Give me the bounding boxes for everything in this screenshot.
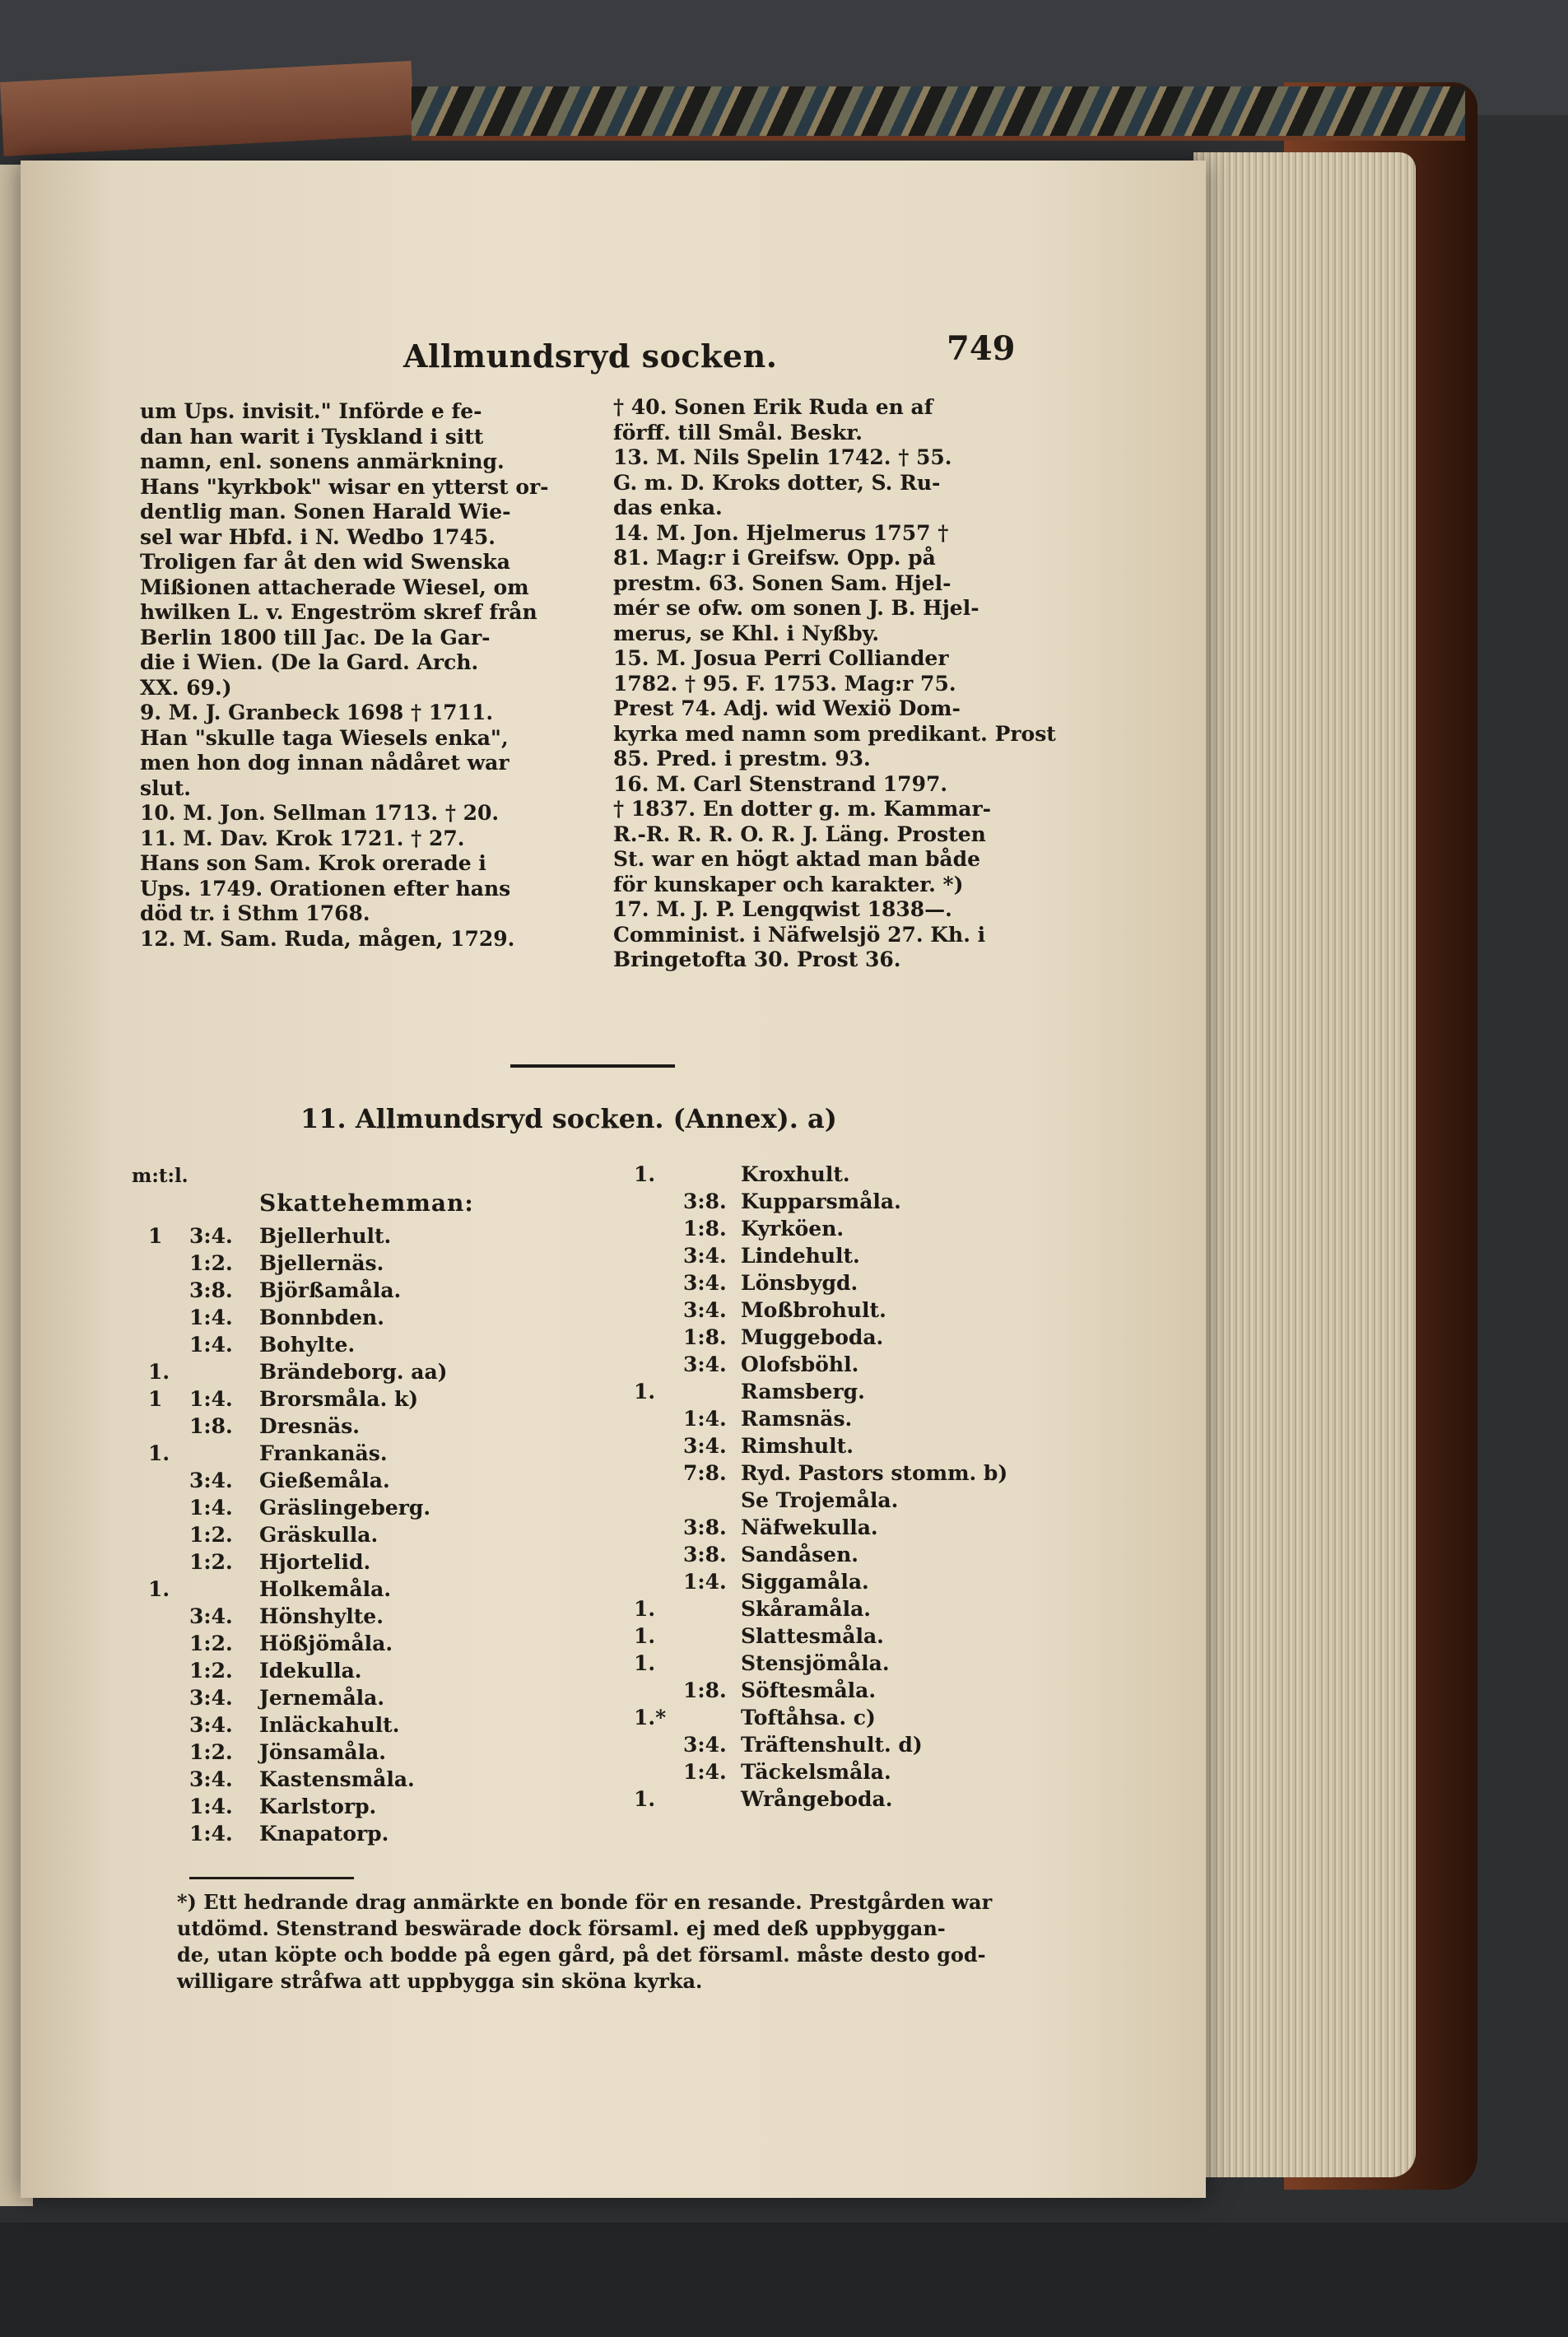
text-line: 1782. † 95. F. 1753. Mag:r 75. <box>613 671 956 696</box>
place-name: Knapatorp. <box>259 1822 389 1846</box>
place-row <box>626 1785 1152 1813</box>
place-row <box>626 1161 1152 1188</box>
place-mantal: 3:4. <box>683 1244 727 1268</box>
place-mantal: 1:4. <box>189 1795 233 1818</box>
marbled-edge <box>412 86 1465 141</box>
place-mantal: 3:8. <box>189 1278 233 1302</box>
place-mantal: 1:8. <box>683 1325 727 1349</box>
text-line: Prest 74. Adj. wid Wexiö Dom- <box>613 696 961 720</box>
text-line: Comminist. i Näfwelsjö 27. Kh. i <box>613 922 986 947</box>
place-row <box>148 1630 609 1657</box>
place-mantal: 1:2. <box>189 1251 233 1275</box>
place-name: Muggeboda. <box>741 1325 884 1349</box>
place-number: 1. <box>148 1441 170 1465</box>
place-mantal: 3:4. <box>683 1298 727 1322</box>
place-name: Holkemåla. <box>259 1577 392 1601</box>
place-name: Bjellernäs. <box>259 1251 384 1275</box>
place-number: 1. <box>634 1597 656 1621</box>
text-line: sel war Hbfd. i N. Wedbo 1745. <box>140 524 496 549</box>
place-number: 1. <box>634 1380 656 1404</box>
place-row <box>626 1622 1152 1650</box>
place-name: Idekulla. <box>259 1659 362 1683</box>
place-number: 1. <box>634 1624 656 1648</box>
place-row <box>148 1331 609 1358</box>
place-mantal: 1:4. <box>189 1306 233 1329</box>
place-row <box>626 1595 1152 1622</box>
text-line: merus, se Khl. i Nyßby. <box>613 621 880 645</box>
place-mantal: 1:2. <box>189 1659 233 1683</box>
place-name: Hößjömåla. <box>259 1632 393 1655</box>
place-row <box>626 1704 1152 1731</box>
place-row <box>148 1793 609 1820</box>
text-line: kyrka med namn som predikant. Prost <box>613 721 1056 746</box>
place-row <box>148 1657 609 1684</box>
page-header <box>132 325 1119 375</box>
place-row <box>148 1250 609 1277</box>
footnote-line: *) Ett hedrande drag anmärkte en bonde för en resande. Prestgården war <box>177 1890 993 1914</box>
place-name: Bohylte. <box>259 1333 356 1357</box>
place-row <box>148 1467 609 1494</box>
text-line: namn, enl. sonens anmärkning. <box>140 449 505 473</box>
place-mantal: 1:2. <box>189 1632 233 1655</box>
text-line: prestm. 63. Sonen Sam. Hjel- <box>613 570 952 595</box>
place-row <box>626 1487 1152 1514</box>
place-mantal: 3:4. <box>683 1733 727 1757</box>
footnote-line: de, utan köpte och bodde på egen gård, på det församl. måste desto god- <box>177 1943 986 1967</box>
place-number: 1 <box>148 1387 163 1411</box>
text-line: St. war en högt aktad man både <box>613 847 981 871</box>
place-name: Dresnäs. <box>259 1414 360 1438</box>
place-mantal: 3:4. <box>189 1469 233 1492</box>
text-line: 10. M. Jon. Sellman 1713. † 20. <box>140 801 500 825</box>
text-line: Ups. 1749. Orationen efter hans <box>140 876 511 901</box>
place-name: Jernemåla. <box>259 1686 385 1710</box>
place-row <box>626 1541 1152 1568</box>
place-row <box>148 1603 609 1630</box>
place-mantal: 3:8. <box>683 1543 727 1567</box>
place-name: Brorsmåla. k) <box>259 1387 419 1411</box>
place-row <box>148 1521 609 1548</box>
place-mantal: 1:4. <box>683 1407 727 1431</box>
place-mantal: 1:4. <box>683 1760 727 1784</box>
text-line: förff. till Smål. Beskr. <box>613 420 863 445</box>
text-line: 9. M. J. Granbeck 1698 † 1711. <box>140 701 494 724</box>
place-name: Gießemåla. <box>259 1469 390 1492</box>
text-line: för kunskaper och karakter. *) <box>613 872 964 896</box>
place-mantal: 3:4. <box>189 1224 233 1248</box>
text-line: G. m. D. Kroks dotter, S. Ru- <box>613 470 941 495</box>
text-line: slut. <box>140 775 191 800</box>
place-row <box>148 1576 609 1603</box>
text-line: hwilken L. v. Engeström skref från <box>140 600 537 624</box>
place-list-right <box>626 1161 1152 1813</box>
place-row <box>626 1215 1152 1242</box>
place-row <box>626 1731 1152 1758</box>
place-name: Bonnbden. <box>259 1306 384 1329</box>
text-line: 12. M. Sam. Ruda, mågen, 1729. <box>140 926 515 951</box>
place-mantal: 1:4. <box>189 1822 233 1846</box>
text-line: 16. M. Carl Stenstrand 1797. <box>613 771 948 796</box>
text-line: 11. M. Dav. Krok 1721. † 27. <box>140 826 465 850</box>
place-row <box>148 1739 609 1766</box>
place-name: Ramsberg. <box>741 1380 865 1404</box>
place-name: Karlstorp. <box>259 1795 377 1818</box>
place-name: Hjortelid. <box>259 1550 371 1574</box>
place-row <box>148 1222 609 1250</box>
left-text-column <box>140 399 568 952</box>
place-row <box>626 1405 1152 1432</box>
place-name: Bjellerhult. <box>259 1224 392 1248</box>
footnote-line: willigare stråfwa att uppbygga sin sköna kyrka. <box>177 1969 703 1993</box>
place-row <box>148 1304 609 1331</box>
text-line: † 1837. En dotter g. m. Kammar- <box>613 797 992 821</box>
place-row <box>626 1568 1152 1595</box>
place-name: Söftesmåla. <box>741 1678 877 1702</box>
text-line: † 40. Sonen Erik Ruda en af <box>613 395 933 419</box>
text-line: Troligen far åt den wid Swenska <box>140 550 510 574</box>
place-name: Se Trojemåla. <box>741 1488 899 1512</box>
place-name: Rimshult. <box>741 1434 854 1458</box>
text-line: um Ups. invisit." Införde e fe- <box>140 399 482 423</box>
place-row <box>626 1378 1152 1405</box>
place-name: Siggamåla. <box>741 1570 869 1594</box>
place-mantal: 3:8. <box>683 1515 727 1539</box>
place-name: Ryd. Pastors stomm. b) <box>741 1461 1008 1485</box>
subheading: Skattehemman: <box>259 1189 474 1217</box>
section-divider <box>510 1064 675 1068</box>
place-mantal: 1:4. <box>189 1496 233 1520</box>
place-name: Stensjömåla. <box>741 1651 890 1675</box>
place-name: Slattesmåla. <box>741 1624 884 1648</box>
place-row <box>148 1711 609 1739</box>
place-name: Näfwekulla. <box>741 1515 878 1539</box>
place-name: Björßamåla. <box>259 1278 402 1302</box>
text-line: mér se ofw. om sonen J. B. Hjel- <box>613 596 979 620</box>
place-number: 1. <box>634 1651 656 1675</box>
text-line: men hon dog innan nådåret war <box>140 751 509 775</box>
text-line: dan han warit i Tyskland i sitt <box>140 424 484 449</box>
place-name: Toftåhsa. c) <box>741 1706 876 1729</box>
place-row <box>148 1684 609 1711</box>
footnote-line: utdömd. Stenstrand beswärade dock församl. ej med deß uppbyggan- <box>177 1916 946 1940</box>
place-name: Gräskulla. <box>259 1523 379 1547</box>
place-row <box>626 1324 1152 1351</box>
place-mantal: 1:2. <box>189 1740 233 1764</box>
place-name: Sandåsen. <box>741 1543 858 1567</box>
place-name: Kroxhult. <box>741 1162 850 1186</box>
place-row <box>626 1459 1152 1487</box>
place-name: Kyrköen. <box>741 1217 844 1241</box>
text-line: Bringetofta 30. Prost 36. <box>613 947 901 971</box>
page-edges <box>1193 152 1416 2177</box>
right-text-column <box>613 395 1058 973</box>
place-number: 1 <box>148 1224 163 1248</box>
place-row <box>626 1242 1152 1269</box>
text-line: Berlin 1800 till Jac. De la Gar- <box>140 625 491 649</box>
footnote-divider <box>189 1877 354 1879</box>
text-line: R.-R. R. R. O. R. J. Läng. Prosten <box>613 822 986 846</box>
text-line: das enka. <box>613 496 723 519</box>
place-number: 1.* <box>634 1706 667 1729</box>
text-line: dentlig man. Sonen Harald Wie- <box>140 500 511 524</box>
place-name: Jönsamåla. <box>259 1740 387 1764</box>
place-number: 1. <box>148 1577 170 1601</box>
place-row <box>626 1432 1152 1459</box>
place-row <box>148 1358 609 1385</box>
place-mantal: 1:8. <box>683 1217 727 1241</box>
place-name: Skåramåla. <box>741 1597 871 1621</box>
place-name: Frankanäs. <box>259 1441 388 1465</box>
place-mantal: 1:2. <box>189 1550 233 1574</box>
place-mantal: 1:8. <box>683 1678 727 1702</box>
text-line: 17. M. J. P. Lengqwist 1838—. <box>613 897 952 921</box>
place-name: Inläckahult. <box>259 1713 400 1737</box>
place-row <box>148 1494 609 1521</box>
place-row <box>148 1277 609 1304</box>
text-line: 14. M. Jon. Hjelmerus 1757 † <box>613 520 949 545</box>
place-mantal: 3:4. <box>189 1604 233 1628</box>
text-line: Hans "kyrkbok" wisar en ytterst or- <box>140 474 549 499</box>
footnote <box>177 1889 1107 1995</box>
place-mantal: 3:4. <box>189 1686 233 1710</box>
place-name: Moßbrohult. <box>741 1298 886 1322</box>
page-number: 749 <box>947 329 1016 368</box>
place-row <box>148 1820 609 1847</box>
place-row <box>626 1650 1152 1677</box>
place-row <box>148 1766 609 1793</box>
mtl-label: m:t:l. <box>132 1165 188 1187</box>
place-row <box>626 1514 1152 1541</box>
place-number: 1. <box>634 1787 656 1811</box>
place-mantal: 3:4. <box>189 1713 233 1737</box>
place-row <box>626 1297 1152 1324</box>
text-line: Hans son Sam. Krok orerade i <box>140 851 486 875</box>
text-line: Mißionen attacherade Wiesel, om <box>140 575 529 599</box>
section-title: 11. Allmundsryd socken. (Annex). a) <box>300 1103 837 1134</box>
place-row <box>626 1758 1152 1785</box>
place-mantal: 1:2. <box>189 1523 233 1547</box>
place-mantal: 1:4. <box>683 1570 727 1594</box>
place-row <box>148 1413 609 1440</box>
place-mantal: 3:4. <box>683 1271 727 1295</box>
place-name: Kupparsmåla. <box>741 1189 901 1213</box>
place-mantal: 3:8. <box>683 1189 727 1213</box>
place-row <box>148 1548 609 1576</box>
place-row <box>626 1677 1152 1704</box>
place-name: Wrångeboda. <box>741 1787 893 1811</box>
place-name: Olofsböhl. <box>741 1352 859 1376</box>
text-line: Han "skulle taga Wiesels enka", <box>140 725 509 750</box>
place-number: 1. <box>634 1162 656 1186</box>
place-name: Gräslingeberg. <box>259 1496 431 1520</box>
place-name: Hönshylte. <box>259 1604 384 1628</box>
place-row <box>626 1351 1152 1378</box>
text-line: 85. Pred. i prestm. 93. <box>613 747 871 770</box>
place-name: Ramsnäs. <box>741 1407 853 1431</box>
place-mantal: 1:8. <box>189 1414 233 1438</box>
text-line: död tr. i Sthm 1768. <box>140 901 370 925</box>
place-mantal: 3:4. <box>683 1352 727 1376</box>
running-title: Allmundsryd socken. <box>403 338 778 375</box>
place-mantal: 1:4. <box>189 1333 233 1357</box>
place-row <box>626 1269 1152 1297</box>
place-number: 1. <box>148 1360 170 1384</box>
place-mantal: 7:8. <box>683 1461 727 1485</box>
place-mantal: 3:4. <box>189 1767 233 1791</box>
text-line: 15. M. Josua Perri Colliander <box>613 646 949 670</box>
place-name: Träftenshult. d) <box>741 1733 923 1757</box>
place-name: Lindehult. <box>741 1244 860 1268</box>
background-table <box>0 2223 1568 2337</box>
text-line: XX. 69.) <box>140 675 232 700</box>
place-row <box>626 1188 1152 1215</box>
text-line: 81. Mag:r i Greifsw. Opp. på <box>613 546 936 570</box>
place-list-left <box>148 1222 609 1847</box>
text-line: 13. M. Nils Spelin 1742. † 55. <box>613 445 952 469</box>
place-name: Brändeborg. aa) <box>259 1360 448 1384</box>
place-row <box>148 1385 609 1413</box>
place-row <box>148 1440 609 1467</box>
place-name: Täckelsmåla. <box>741 1760 891 1784</box>
place-mantal: 3:4. <box>683 1434 727 1458</box>
place-name: Kastensmåla. <box>259 1767 415 1791</box>
place-mantal: 1:4. <box>189 1387 233 1411</box>
place-name: Lönsbygd. <box>741 1271 858 1295</box>
text-line: die i Wien. (De la Gard. Arch. <box>140 650 479 674</box>
